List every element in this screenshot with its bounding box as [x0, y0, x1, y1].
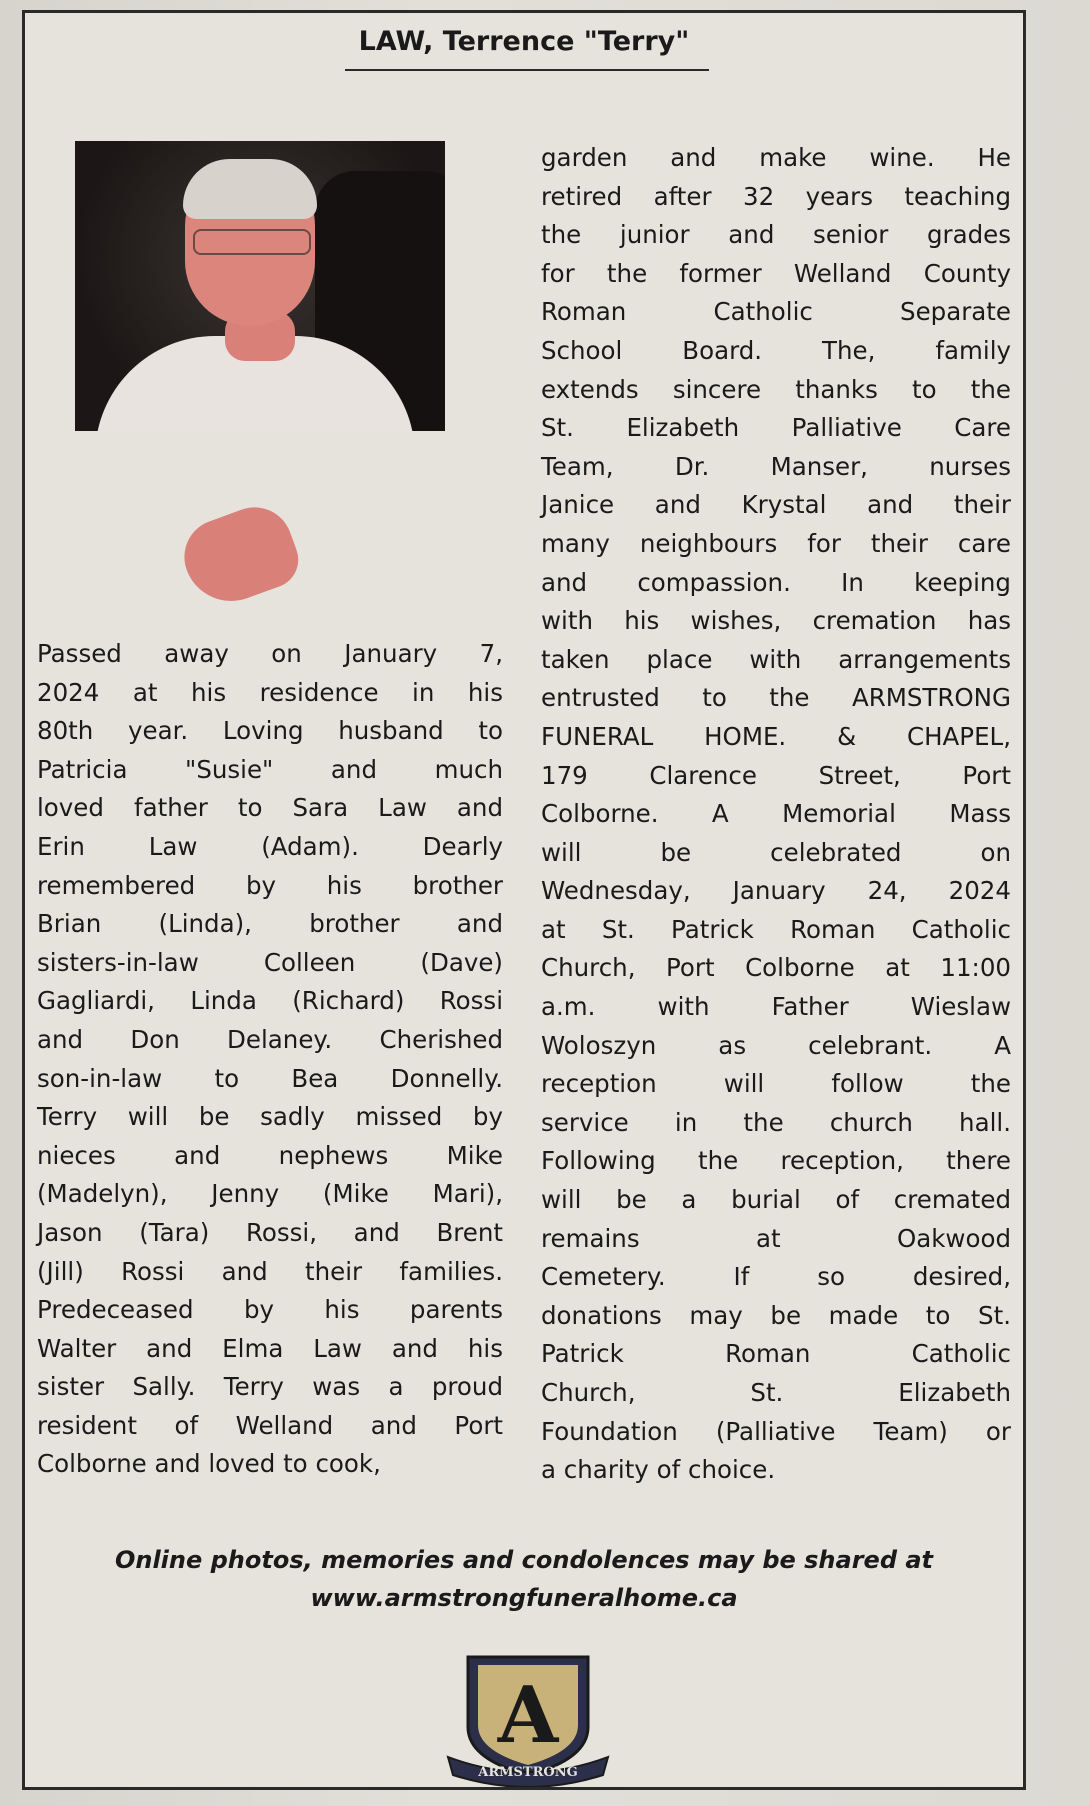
right-line: will be a burial of cremated — [541, 1185, 1011, 1215]
right-line: remains at Oakwood — [541, 1223, 1011, 1253]
right-line: taken place with arrangements — [541, 644, 1011, 674]
right-line: for the former Welland County — [541, 258, 1011, 288]
portrait-photo — [75, 141, 445, 431]
title-underline — [345, 69, 709, 71]
left-line: Walter and Elma Law and his — [37, 1333, 503, 1363]
left-line: remembered by his brother — [37, 870, 503, 900]
notice-title: LAW, Terrence "Terry" — [358, 26, 690, 57]
right-line: 179 Clarence Street, Port — [541, 760, 1011, 790]
right-line: Roman Catholic Separate — [541, 297, 1011, 327]
right-line: Woloszyn as celebrant. A — [541, 1030, 1011, 1060]
left-line: Erin Law (Adam). Dearly — [37, 831, 503, 861]
left-line: Passed away on January 7, — [37, 639, 503, 668]
right-line: garden and make wine. He — [541, 143, 1011, 172]
left-line: 2024 at his residence in his — [37, 677, 503, 707]
right-line: Colborne. A Memorial Mass — [541, 799, 1011, 829]
left-column-text — [37, 635, 503, 1484]
right-line: extends sincere thanks to the — [541, 374, 1011, 404]
left-line: (Jill) Rossi and their families. — [37, 1256, 503, 1286]
left-line: 80th year. Loving husband to — [37, 716, 503, 746]
funeral-home-url[interactable]: www.armstrongfuneralhome.ca — [310, 1584, 738, 1612]
right-line: entrusted to the ARMSTRONG — [541, 683, 1011, 713]
right-column-text — [541, 139, 1011, 1490]
right-line: Team, Dr. Manser, nurses — [541, 451, 1011, 481]
left-line: (Madelyn), Jenny (Mike Mari), — [37, 1179, 503, 1209]
right-line: will be celebrated on — [541, 837, 1011, 867]
left-line: son-in-law to Bea Donnelly. — [37, 1063, 503, 1093]
armstrong-logo — [443, 1647, 613, 1787]
right-line: reception will follow the — [541, 1069, 1011, 1099]
right-line: Wednesday, January 24, 2024 — [541, 876, 1011, 906]
right-line: Patrick Roman Catholic — [541, 1339, 1011, 1369]
right-line: Church, Port Colborne at 11:00 — [541, 953, 1011, 983]
online-condolences-note — [25, 1541, 1023, 1617]
condolences-text: Online photos, memories and condolences may be shared at — [114, 1546, 934, 1574]
right-line: service in the church hall. — [541, 1107, 1011, 1137]
right-line: St. Elizabeth Palliative Care — [541, 413, 1011, 443]
glasses-shape — [193, 229, 311, 255]
right-line: FUNERAL HOME. & CHAPEL, — [541, 721, 1011, 751]
right-line: a charity of choice. — [541, 1455, 776, 1485]
left-line: Jason (Tara) Rossi, and Brent — [37, 1217, 503, 1247]
left-line: Brian (Linda), brother and — [37, 909, 503, 939]
obituary-notice — [22, 10, 1026, 1790]
left-line: sisters-in-law Colleen (Dave) — [37, 947, 503, 977]
left-line: and Don Delaney. Cherished — [37, 1024, 503, 1054]
left-line: loved father to Sara Law and — [37, 793, 503, 823]
right-line: a.m. with Father Wieslaw — [541, 992, 1011, 1022]
right-line: Janice and Krystal and their — [541, 490, 1011, 520]
right-line: Cemetery. If so desired, — [541, 1262, 1011, 1292]
right-line: Following the reception, there — [541, 1146, 1011, 1176]
logo-banner-text: ARMSTRONG — [478, 1765, 578, 1780]
right-line: many neighbours for their care — [541, 528, 1011, 558]
left-line: Predeceased by his parents — [37, 1295, 503, 1325]
left-line: Terry will be sadly missed by — [37, 1102, 503, 1132]
right-line: the junior and senior grades — [541, 220, 1011, 250]
logo-letter: A — [497, 1670, 559, 1761]
left-line: nieces and nephews Mike — [37, 1140, 503, 1170]
right-line: and compassion. In keeping — [541, 567, 1011, 597]
waving-hand — [174, 497, 306, 614]
right-line: donations may be made to St. — [541, 1300, 1011, 1330]
left-line: Colborne and loved to cook, — [37, 1449, 381, 1479]
left-line: sister Sally. Terry was a proud — [37, 1372, 503, 1402]
right-line: School Board. The, family — [541, 335, 1011, 365]
hair-shape — [183, 159, 317, 219]
right-line: Church, St. Elizabeth — [541, 1378, 1011, 1407]
left-line: Patricia "Susie" and much — [37, 754, 503, 784]
right-line: retired after 32 years teaching — [541, 181, 1011, 211]
left-line: Gagliardi, Linda (Richard) Rossi — [37, 986, 503, 1016]
left-line: resident of Welland and Port — [37, 1410, 503, 1440]
right-line: at St. Patrick Roman Catholic — [541, 914, 1011, 944]
right-line: Foundation (Palliative Team) or — [541, 1416, 1011, 1446]
right-line: with his wishes, cremation has — [541, 606, 1011, 636]
